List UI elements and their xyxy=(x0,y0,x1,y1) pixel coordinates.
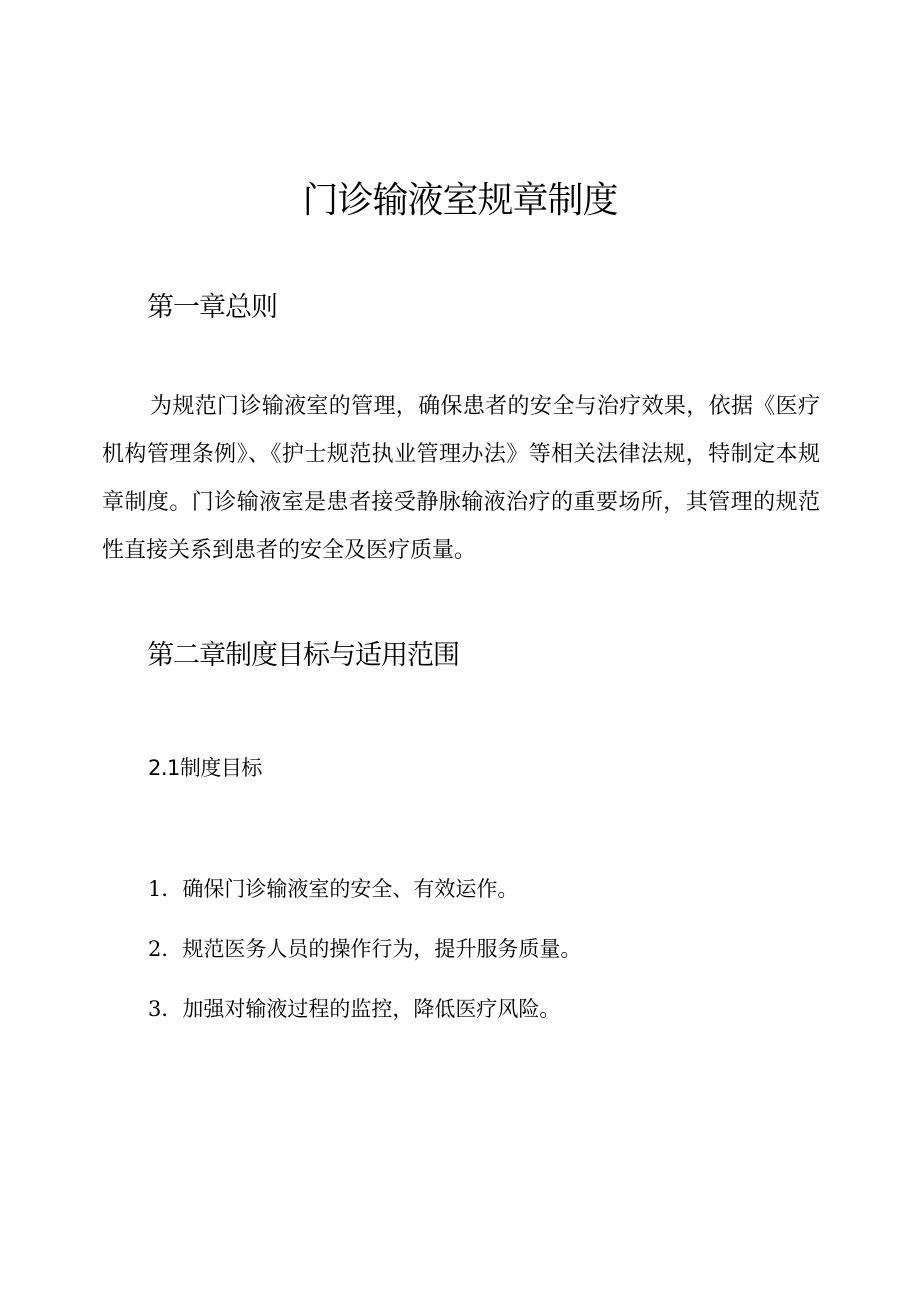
goal-list xyxy=(148,870,581,1050)
list-item: 1．确保门诊输液室的安全、有效运作。 xyxy=(148,877,519,901)
chapter-1-heading: 第一章总则 xyxy=(147,292,277,323)
document-title: 门诊输液室规章制度 xyxy=(302,180,618,221)
list-item: 2．规范医务人员的操作行为，提升服务质量。 xyxy=(148,937,582,961)
list-item: 3．加强对输液过程的监控，降低医疗风险。 xyxy=(148,997,561,1021)
chapter-1-paragraph: 为规范门诊输液室的管理，确保患者的安全与治疗效果，依据《医疗机构管理条例》、《护士规范执业管理办法》等相关法律法规，特制定本规章制度。门诊输液室是患者接受静脉输液治疗的重要场所，其管理的规范性直接关系到患者的安全及医疗质量。 xyxy=(102,394,820,563)
chapter-2-heading: 第二章制度目标与适用范围 xyxy=(147,640,459,671)
section-2-1-heading: 2.1制度目标 xyxy=(148,756,262,780)
